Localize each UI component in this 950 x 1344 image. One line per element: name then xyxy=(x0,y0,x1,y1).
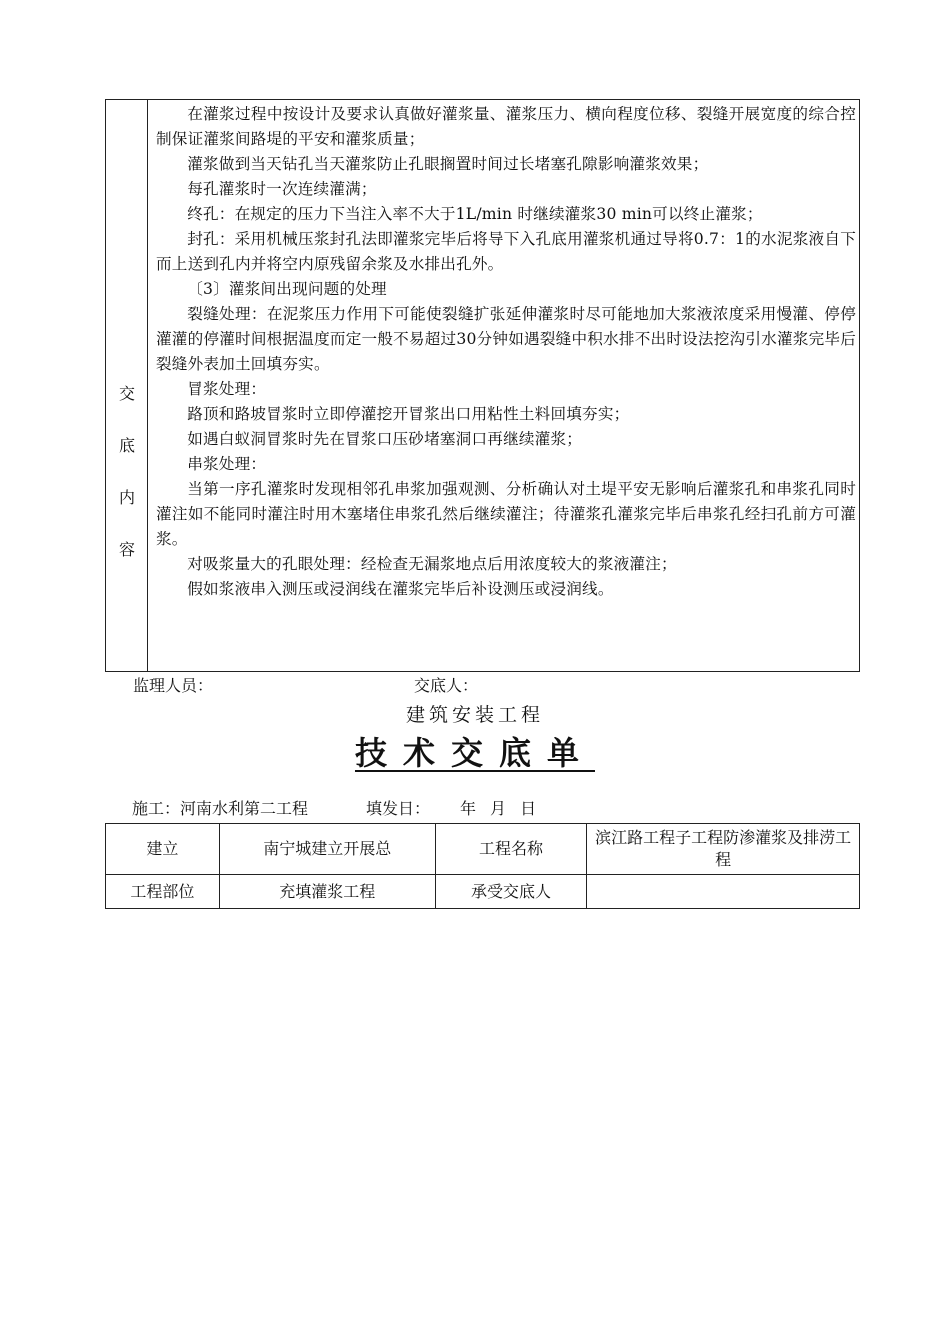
disclosure-content-table xyxy=(105,99,860,672)
document-subtitle: 建筑安装工程 xyxy=(405,704,544,726)
section-label-char: 容 xyxy=(118,540,135,559)
table-cell: 工程部位 xyxy=(106,875,220,909)
paragraph: 每孔灌浆时一次连续灌满； xyxy=(187,180,377,198)
paragraph: 当第一序孔灌浆时发现相邻孔串浆加强观测、分析确认对土堤平安无影响后灌浆孔和串浆孔同时灌注如不能同时灌注时用木塞堵住串浆孔然后继续灌注；待灌浆孔灌浆完毕后串浆孔经扫孔前方可灌浆。 xyxy=(156,480,856,548)
table-cell: 充填灌浆工程 xyxy=(219,875,435,909)
issue-date-label: 填发日： xyxy=(366,799,431,818)
table-row xyxy=(106,824,860,875)
paragraph: 冒浆处理： xyxy=(187,380,267,398)
paragraph: 终孔：在规定的压力下当注入率不大于1L/min 时继续灌浆30 min可以终止灌浆； xyxy=(187,205,763,223)
paragraph: 〔3〕灌浆间出现问题的处理 xyxy=(187,280,387,298)
paragraph: 如遇白蚁洞冒浆时先在冒浆口压砂堵塞洞口再继续灌浆； xyxy=(187,430,583,448)
month-label: 月 xyxy=(490,799,507,818)
section-label-char: 内 xyxy=(118,488,135,507)
supervisor-label: 监理人员： xyxy=(133,676,214,695)
section-label-column xyxy=(106,100,148,671)
table-cell: 承受交底人 xyxy=(435,875,587,909)
document-title-text: 技术交底单 xyxy=(354,734,595,772)
project-info-table xyxy=(105,823,860,909)
table-cell: 建立 xyxy=(106,824,220,875)
paragraph: 裂缝处理：在泥浆压力作用下可能使裂缝扩张延伸灌浆时尽可能地加大浆液浓度采用慢灌、停停灌灌的停灌时间根据温度而定一般不易超过30分钟如遇裂缝中积水排不出时设法挖沟引水灌浆完毕后裂缝外表加土回填夯实。 xyxy=(156,305,856,373)
paragraph: 封孔：采用机械压浆封孔法即灌浆完毕后将导下入孔底用灌浆机通过导将0.7：1的水泥浆液自下而上送到孔内并将空内原残留余浆及水排出孔外。 xyxy=(156,230,856,273)
year-label: 年 xyxy=(460,799,477,818)
disclosure-body xyxy=(156,102,856,602)
paragraph: 串浆处理： xyxy=(187,455,267,473)
construction-unit: 施工：河南水利第二工程 xyxy=(132,799,309,818)
paragraph: 路顶和路坡冒浆时立即停灌挖开冒浆出口用粘性土料回填夯实； xyxy=(187,405,630,423)
day-label: 日 xyxy=(520,799,537,818)
presenter-label: 交底人： xyxy=(414,676,479,695)
paragraph: 在灌浆过程中按设计及要求认真做好灌浆量、灌浆压力、横向程度位移、裂缝开展宽度的综合控制保证灌浆间路堤的平安和灌浆质量； xyxy=(156,105,856,148)
document-title xyxy=(0,728,950,774)
paragraph: 对吸浆量大的孔眼处理：经检查无漏浆地点后用浓度较大的浆液灌注； xyxy=(187,555,677,573)
section-label xyxy=(106,368,148,576)
table-cell: 滨江路工程子工程防渗灌浆及排涝工程 xyxy=(587,824,860,875)
issue-meta-line xyxy=(132,799,536,819)
table-cell xyxy=(587,875,860,909)
paragraph: 灌浆做到当天钻孔当天灌浆防止孔眼搁置时间过长堵塞孔隙影响灌浆效果； xyxy=(187,155,709,173)
table-cell: 南宁城建立开展总 xyxy=(219,824,435,875)
table-cell: 工程名称 xyxy=(435,824,587,875)
paragraph: 假如浆液串入测压或浸润线在灌浆完毕后补设测压或浸润线。 xyxy=(187,580,614,598)
table-row xyxy=(106,875,860,909)
section-label-char: 底 xyxy=(118,436,135,455)
section-label-char: 交 xyxy=(118,384,135,403)
